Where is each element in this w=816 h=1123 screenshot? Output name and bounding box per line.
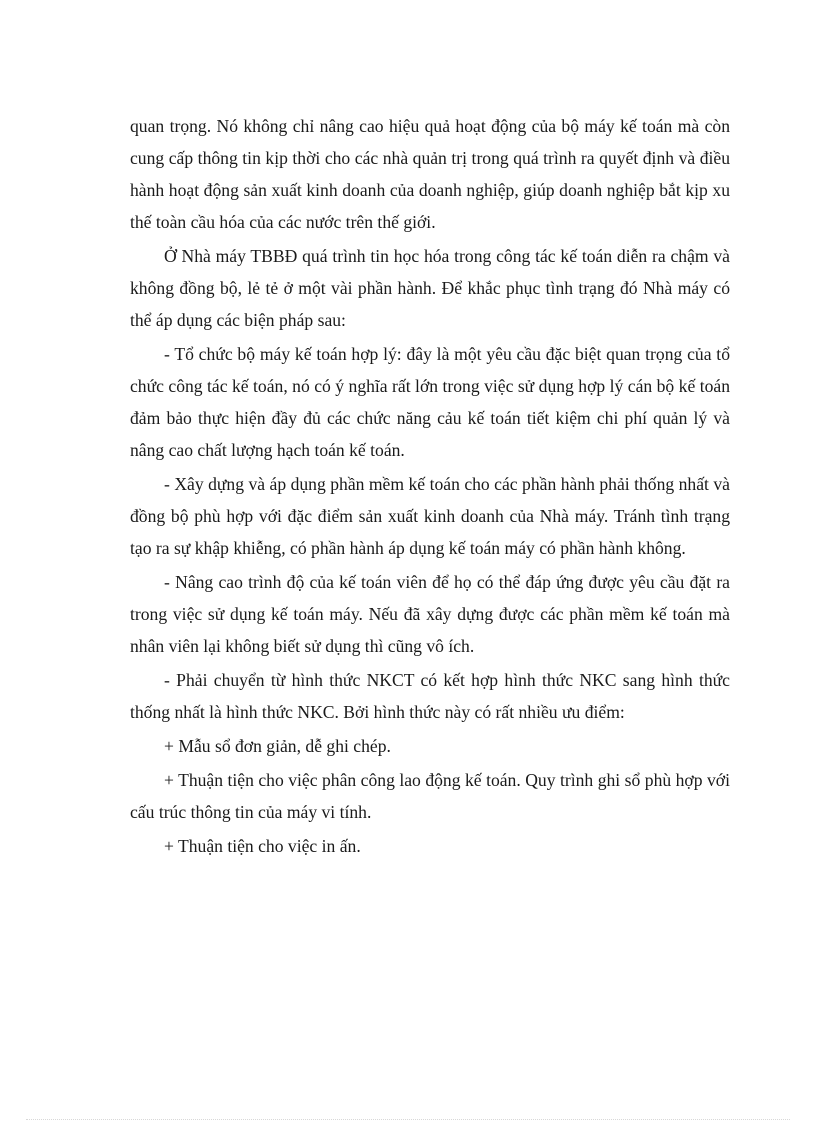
paragraph-measure-organization: - Tổ chức bộ máy kế toán hợp lý: đây là một yêu cầu đặc biệt quan trọng của tổ chức công tác kế toán, nó có ý nghĩa rất lớn trong việc sử dụng hợp lý cán bộ kế toán đảm bảo thực hiện đầy đủ các chức năng cảu kế toán tiết kiệm chi phí quản lý và nâng cao chất lượng hạch toán kế toán.: [130, 344, 730, 460]
paragraph-intro-measures: Ở Nhà máy TBBĐ quá trình tin học hóa trong công tác kế toán diễn ra chậm và không đồng bộ, lẻ tẻ ở một vài phần hành. Để khắc phục tình trạng đó Nhà máy có thể áp dụng các biện pháp sau:: [130, 246, 730, 330]
paragraph-advantage-division: + Thuận tiện cho việc phân công lao động kế toán. Quy trình ghi sổ phù hợp với cấu trúc thông tin của máy vi tính.: [130, 770, 730, 822]
paragraph-advantage-simple: + Mẫu sổ đơn giản, dễ ghi chép.: [164, 736, 391, 756]
page-bottom-divider: [26, 1119, 790, 1120]
document-body: [130, 110, 730, 864]
paragraph-advantage-printing: + Thuận tiện cho việc in ấn.: [164, 836, 361, 856]
paragraph-measure-training: - Nâng cao trình độ của kế toán viên để họ có thể đáp ứng được yêu cầu đặt ra trong việc sử dụng kế toán máy. Nếu đã xây dựng được các phần mềm kế toán mà nhân viên lại không biết sử dụng thì cũng vô ích.: [130, 572, 730, 656]
paragraph-measure-nkc: - Phải chuyển từ hình thức NKCT có kết hợp hình thức NKC sang hình thức thống nhất là hình thức NKC. Bởi hình thức này có rất nhiều ưu điểm:: [130, 670, 730, 722]
paragraph-measure-software: - Xây dựng và áp dụng phần mềm kế toán cho các phần hành phải thống nhất và đồng bộ phù hợp với đặc điểm sản xuất kinh doanh của Nhà máy. Tránh tình trạng tạo ra sự khập khiễng, có phần hành áp dụng kế toán máy có phần hành không.: [130, 474, 730, 558]
paragraph-continuation: quan trọng. Nó không chỉ nâng cao hiệu quả hoạt động của bộ máy kế toán mà còn cung cấp thông tin kịp thời cho các nhà quản trị trong quá trình ra quyết định và điều hành hoạt động sản xuất kinh doanh của doanh nghiệp, giúp doanh nghiệp bắt kịp xu thế toàn cầu hóa của các nước trên thế giới.: [130, 116, 730, 232]
